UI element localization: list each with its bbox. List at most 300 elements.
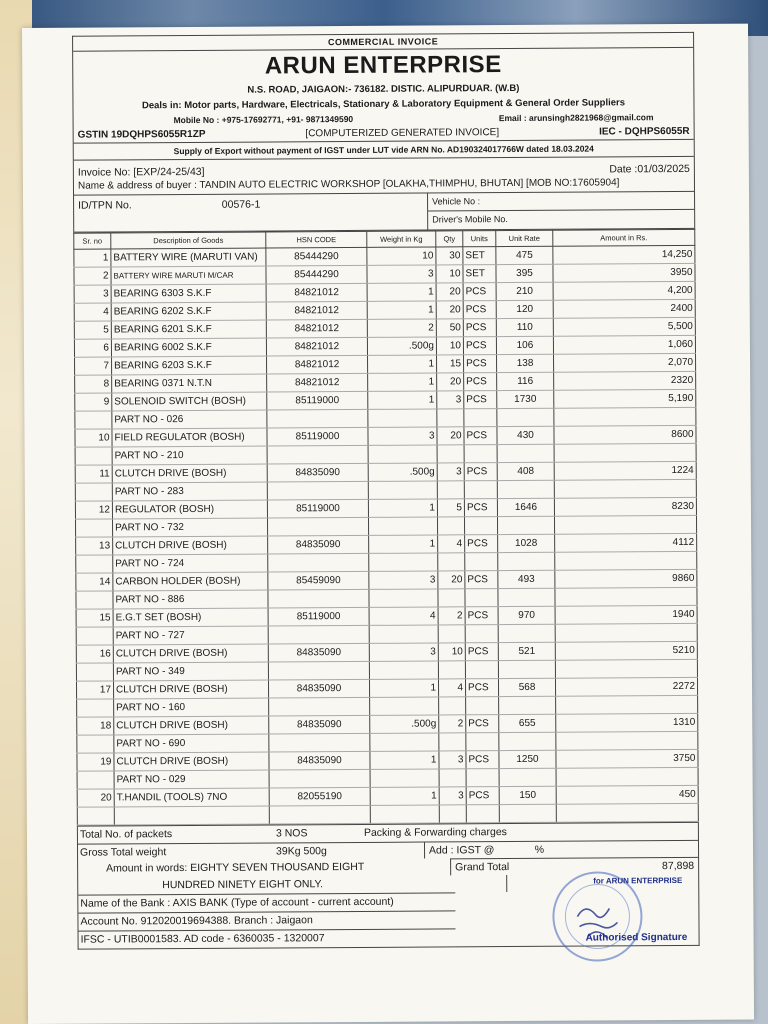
cell-desc: SOLENOID SWITCH (BOSH) xyxy=(112,392,267,411)
cell-sr: 3 xyxy=(74,285,111,303)
cell-wt xyxy=(370,697,439,715)
cell-sr xyxy=(76,663,113,681)
cell-unit: SET xyxy=(463,265,496,283)
cell-amt: 2320 xyxy=(554,371,696,390)
cell-amt: 8600 xyxy=(554,425,696,444)
cell-rate xyxy=(497,516,554,534)
cell-sr xyxy=(75,483,112,501)
cell-amt: 2400 xyxy=(553,299,695,318)
cell-unit: SET xyxy=(463,247,496,265)
cell-desc: CLUTCH DRIVE (BOSH) xyxy=(113,536,268,555)
cell-sr xyxy=(75,411,112,429)
cell-desc: BEARING 6203 S.K.F xyxy=(112,356,267,375)
cell-unit xyxy=(465,589,498,607)
cell-wt: .500g xyxy=(370,715,439,733)
cell-desc: E.G.T SET (BOSH) xyxy=(113,608,268,627)
cell-sr: 1 xyxy=(74,249,111,267)
cell-hsn: 85119000 xyxy=(268,607,369,626)
id-tpn xyxy=(74,194,427,232)
cell-hsn xyxy=(268,625,369,644)
cell-unit xyxy=(465,625,498,643)
cell-wt: 10 xyxy=(367,247,436,265)
cell-unit: PCS xyxy=(465,607,498,625)
cell-hsn xyxy=(267,409,368,428)
grand-total-label: Grand Total xyxy=(455,861,510,874)
cell-amt xyxy=(555,659,697,678)
cell-hsn: 85119000 xyxy=(267,427,368,446)
cell-desc: T.HANDIL (TOOLS) 7NO xyxy=(114,788,269,807)
cell-amt: 5,500 xyxy=(553,317,695,336)
cell-rate: 138 xyxy=(497,354,554,372)
cell-rate xyxy=(499,768,556,786)
cell-unit: PCS xyxy=(464,355,497,373)
cell-hsn xyxy=(268,589,369,608)
col-header: Weight in Kg xyxy=(367,231,436,247)
cell-hsn: 84835090 xyxy=(268,679,369,698)
cell-rate: 120 xyxy=(496,300,553,318)
cell-qty xyxy=(439,697,466,715)
cell-wt xyxy=(369,589,438,607)
cell-unit: PCS xyxy=(463,319,496,337)
cell-qty: 20 xyxy=(436,301,463,319)
cell-rate: 1730 xyxy=(497,390,554,408)
cell-qty: 20 xyxy=(437,373,464,391)
cell-unit: PCS xyxy=(464,427,497,445)
cell-sr xyxy=(76,555,113,573)
cell-sr: 9 xyxy=(75,393,112,411)
cell-qty xyxy=(439,805,466,823)
cell-hsn: 85119000 xyxy=(267,499,368,518)
cell-amt xyxy=(555,587,697,606)
cell-wt: 1 xyxy=(367,283,436,301)
cell-wt: 1 xyxy=(368,391,437,409)
cell-hsn xyxy=(268,553,369,572)
cell-rate: 1646 xyxy=(497,498,554,516)
vehicle-no: Vehicle No : xyxy=(428,192,694,212)
packets-label: Total No. of packets xyxy=(79,828,173,841)
cell-desc: PART NO - 727 xyxy=(113,626,268,645)
cell-unit: PCS xyxy=(463,301,496,319)
cell-wt: .500g xyxy=(367,337,436,355)
cell-desc: BATTERY WIRE (MARUTI VAN) xyxy=(111,248,266,267)
cell-hsn xyxy=(267,517,368,536)
cell-sr: 15 xyxy=(76,609,113,627)
col-header: HSN CODE xyxy=(266,231,367,248)
id-tpn-label: ID/TPN No. xyxy=(78,199,132,212)
cell-wt: 1 xyxy=(370,787,439,805)
cell-amt xyxy=(556,731,698,750)
gross-label: Gross Total weight xyxy=(80,846,167,859)
document-type: COMMERCIAL INVOICE xyxy=(73,33,693,52)
cell-rate xyxy=(499,732,556,750)
cell-amt xyxy=(556,803,698,822)
cell-qty xyxy=(437,481,464,499)
cell-desc: PART NO - 283 xyxy=(112,482,267,501)
account-number: Account No. 912020019694388. Branch : Jaigaon xyxy=(78,910,455,930)
cell-unit: PCS xyxy=(465,535,498,553)
cell-hsn: 84821012 xyxy=(266,283,367,302)
cell-rate: 408 xyxy=(497,462,554,480)
cell-rate: 521 xyxy=(498,642,555,660)
cell-rate xyxy=(498,660,555,678)
cell-hsn: 84821012 xyxy=(267,355,368,374)
cell-amt: 2272 xyxy=(555,677,697,696)
cell-desc: BEARING 6303 S.K.F xyxy=(111,284,266,303)
cell-sr: 19 xyxy=(77,753,114,771)
cell-sr: 20 xyxy=(77,789,114,807)
cell-hsn: 85459090 xyxy=(268,571,369,590)
cell-rate: 1250 xyxy=(499,750,556,768)
cell-unit: PCS xyxy=(465,643,498,661)
cell-rate xyxy=(498,552,555,570)
cell-desc: REGULATOR (BOSH) xyxy=(112,500,267,519)
invoice-number: Invoice No: [EXP/24-25/43] xyxy=(77,165,205,179)
cell-amt: 1,060 xyxy=(553,335,695,354)
ifsc-code: IFSC - UTIB0001583. AD code - 6360035 - 1320007 xyxy=(79,928,456,948)
cell-desc: CLUTCH DRIVE (BOSH) xyxy=(114,716,269,735)
cell-amt: 3950 xyxy=(553,263,695,282)
cell-rate: 110 xyxy=(496,318,553,336)
cell-wt: 3 xyxy=(368,427,437,445)
cell-qty: 3 xyxy=(437,391,464,409)
cell-wt: 1 xyxy=(368,355,437,373)
iec-code: IEC - DQHPS6055R xyxy=(599,125,690,138)
cell-rate: 116 xyxy=(497,372,554,390)
cell-hsn: 84821012 xyxy=(266,337,367,356)
cell-rate xyxy=(497,444,554,462)
cell-desc: FIELD REGULATOR (BOSH) xyxy=(112,428,267,447)
cell-wt: 1 xyxy=(368,499,437,517)
col-header: Unit Rate xyxy=(496,230,553,246)
cell-unit xyxy=(466,733,499,751)
cell-desc: PART NO - 732 xyxy=(113,518,268,537)
cell-amt xyxy=(555,623,697,642)
cell-unit: PCS xyxy=(466,751,499,769)
cell-sr: 12 xyxy=(75,501,112,519)
cell-desc: PART NO - 724 xyxy=(113,554,268,573)
cell-hsn xyxy=(267,481,368,500)
cell-desc: BATTERY WIRE MARUTI M/CAR xyxy=(111,266,266,285)
cell-unit xyxy=(466,697,499,715)
cell-unit: PCS xyxy=(466,787,499,805)
cell-sr: 8 xyxy=(75,375,112,393)
cell-amt: 1310 xyxy=(556,713,698,732)
cell-sr: 5 xyxy=(74,321,111,339)
cell-qty: 2 xyxy=(438,607,465,625)
cell-rate xyxy=(497,480,554,498)
supply-note: Supply of Export without payment of IGST under LUT vide ARN No. AD190324017766W dated 18.03.2024 xyxy=(74,140,694,161)
cell-hsn: 84821012 xyxy=(267,373,368,392)
cell-hsn: 84821012 xyxy=(266,319,367,338)
cell-hsn: 84835090 xyxy=(269,715,370,734)
invoice-date: Date :01/03/2025 xyxy=(609,162,690,176)
cell-sr: 16 xyxy=(76,645,113,663)
vehicle-box xyxy=(427,192,694,230)
cell-hsn xyxy=(269,805,370,824)
cell-qty xyxy=(437,409,464,427)
cell-hsn xyxy=(267,445,368,464)
cell-qty xyxy=(439,769,466,787)
cell-amt: 1940 xyxy=(555,605,697,624)
cell-desc: CLUTCH DRIVE (BOSH) xyxy=(114,752,269,771)
cell-sr: 18 xyxy=(77,717,114,735)
amount-words-2: HUNDRED NINETY EIGHT ONLY. xyxy=(162,878,324,892)
cell-hsn: 82055190 xyxy=(269,787,370,806)
cell-sr xyxy=(76,627,113,645)
cell-hsn xyxy=(268,661,369,680)
cell-qty xyxy=(438,553,465,571)
items-table xyxy=(73,229,699,826)
cell-wt xyxy=(368,445,437,463)
cell-sr xyxy=(77,699,114,717)
cell-qty xyxy=(437,445,464,463)
cell-unit: PCS xyxy=(463,337,496,355)
cell-amt: 9860 xyxy=(555,569,697,588)
cell-sr: 4 xyxy=(74,303,111,321)
cell-sr xyxy=(75,447,112,465)
cell-qty xyxy=(438,661,465,679)
col-header: Qty xyxy=(436,231,463,247)
cell-amt xyxy=(554,479,696,498)
cell-qty: 5 xyxy=(437,499,464,517)
cell-wt xyxy=(368,517,437,535)
cell-wt: 3 xyxy=(369,643,438,661)
cell-rate xyxy=(498,588,555,606)
cell-wt xyxy=(370,805,439,823)
cell-sr: 17 xyxy=(76,681,113,699)
invoice-header xyxy=(72,32,695,233)
cell-unit: PCS xyxy=(463,283,496,301)
cell-unit: PCS xyxy=(464,391,497,409)
cell-rate: 430 xyxy=(497,426,554,444)
cell-wt xyxy=(369,661,438,679)
cell-amt xyxy=(554,443,696,462)
cell-hsn xyxy=(269,697,370,716)
authorised-signature: Authorised Signature xyxy=(585,931,688,944)
cell-rate xyxy=(499,696,556,714)
cell-wt: .500g xyxy=(368,463,437,481)
cell-sr xyxy=(76,519,113,537)
company-deals: Deals in: Motor parts, Hardware, Electricals, Stationary & Laboratory Equipment & General Order Suppliers xyxy=(141,97,626,112)
gross-cell xyxy=(78,842,424,861)
cell-unit: PCS xyxy=(465,571,498,589)
cell-hsn: 84821012 xyxy=(266,301,367,320)
cell-wt xyxy=(370,733,439,751)
cell-sr: 13 xyxy=(76,537,113,555)
cell-rate: 1028 xyxy=(498,534,555,552)
id-row xyxy=(74,192,694,233)
cell-wt: 1 xyxy=(367,301,436,319)
cell-desc: BEARING 6002 S.K.F xyxy=(111,338,266,357)
cell-wt: 4 xyxy=(369,607,438,625)
cell-qty: 50 xyxy=(436,319,463,337)
cell-desc: PART NO - 886 xyxy=(113,590,268,609)
cell-amt xyxy=(554,515,696,534)
cell-sr: 14 xyxy=(76,573,113,591)
packing-cell xyxy=(363,823,698,842)
gstin: GSTIN 19DQHPS6055R1ZP xyxy=(77,128,206,141)
cell-sr: 10 xyxy=(75,429,112,447)
cell-rate xyxy=(498,624,555,642)
cell-desc: PART NO - 349 xyxy=(113,662,268,681)
cell-unit: PCS xyxy=(464,463,497,481)
packing-label: Packing & Forwarding charges xyxy=(363,826,507,839)
cell-qty: 15 xyxy=(437,355,464,373)
cell-unit: PCS xyxy=(466,715,499,733)
cell-qty: 3 xyxy=(437,463,464,481)
cell-amt xyxy=(556,695,698,714)
cell-rate: 395 xyxy=(496,264,553,282)
cell-wt xyxy=(368,409,437,427)
col-header: Sr. no xyxy=(74,233,111,249)
cell-hsn: 85444290 xyxy=(266,265,367,284)
company-address: N.S. ROAD, JAIGAON:- 736182. DISTIC. ALIPURDUAR. (W.B) xyxy=(247,82,520,96)
grand-total-value: 87,898 xyxy=(661,859,695,873)
invoice-sheet xyxy=(72,32,700,950)
cell-wt: 1 xyxy=(370,751,439,769)
cell-qty: 10 xyxy=(436,337,463,355)
table-body xyxy=(74,245,699,825)
igst-cell xyxy=(424,840,698,859)
cell-desc: PART NO - 210 xyxy=(112,446,267,465)
mobile-numbers: Mobile No : +975-17692771, +91- 9871349590 xyxy=(173,113,354,126)
cell-sr xyxy=(77,807,114,825)
cell-desc: BEARING 0371 N.T.N xyxy=(112,374,267,393)
cell-amt xyxy=(556,767,698,786)
cell-amt: 4,200 xyxy=(553,281,695,300)
cell-qty: 3 xyxy=(439,787,466,805)
col-header: Units xyxy=(463,231,496,247)
cell-wt: 3 xyxy=(369,571,438,589)
cell-desc: BEARING 6202 S.K.F xyxy=(111,302,266,321)
cell-desc xyxy=(114,806,269,825)
cell-qty: 2 xyxy=(439,715,466,733)
cell-amt: 2,070 xyxy=(554,353,696,372)
cell-qty: 30 xyxy=(436,247,463,265)
bank-name: Name of the Bank : AXIS BANK (Type of account - current account) xyxy=(78,892,455,912)
cell-rate xyxy=(499,804,556,822)
cell-qty: 4 xyxy=(438,679,465,697)
cell-rate: 106 xyxy=(496,336,553,354)
cell-hsn: 85444290 xyxy=(266,247,367,266)
invoice-paper xyxy=(22,24,754,1024)
cell-wt: 2 xyxy=(367,319,436,337)
gross-value: 39Kg 500g xyxy=(275,845,327,858)
igst-percent: % xyxy=(534,843,545,856)
cell-qty xyxy=(437,517,464,535)
cell-desc: BEARING 6201 S.K.F xyxy=(111,320,266,339)
cell-amt: 14,250 xyxy=(553,245,695,264)
cell-unit xyxy=(465,661,498,679)
cell-hsn: 84835090 xyxy=(268,535,369,554)
cell-desc: PART NO - 026 xyxy=(112,410,267,429)
cell-amt xyxy=(554,407,696,426)
cell-wt: 1 xyxy=(368,373,437,391)
igst-label: Add : IGST @ xyxy=(428,844,495,857)
cell-rate xyxy=(497,408,554,426)
cell-wt: 1 xyxy=(369,535,438,553)
cell-rate: 210 xyxy=(496,282,553,300)
cell-amt: 1224 xyxy=(554,461,696,480)
cell-desc: CARBON HOLDER (BOSH) xyxy=(113,572,268,591)
cell-rate: 493 xyxy=(498,570,555,588)
cell-amt: 5210 xyxy=(555,641,697,660)
cell-qty: 10 xyxy=(436,265,463,283)
cell-unit: PCS xyxy=(464,499,497,517)
cell-hsn: 84835090 xyxy=(267,463,368,482)
cell-unit xyxy=(464,517,497,535)
cell-amt xyxy=(555,551,697,570)
cell-unit xyxy=(464,445,497,463)
amount-words-1: Amount in words: EIGHTY SEVEN THOUSAND EIGHT xyxy=(106,860,365,875)
cell-qty: 4 xyxy=(438,535,465,553)
cell-desc: PART NO - 690 xyxy=(114,734,269,753)
cell-rate: 568 xyxy=(498,678,555,696)
id-tpn-value: 00576-1 xyxy=(221,198,261,211)
cell-desc: PART NO - 160 xyxy=(114,698,269,717)
company-name: ARUN ENTERPRISE xyxy=(264,51,502,80)
cell-amt: 3750 xyxy=(556,749,698,768)
cell-unit: PCS xyxy=(465,679,498,697)
cell-hsn xyxy=(269,769,370,788)
cell-qty: 20 xyxy=(437,427,464,445)
cell-unit xyxy=(464,409,497,427)
cell-hsn: 85119000 xyxy=(267,391,368,410)
cell-amt: 8230 xyxy=(554,497,696,516)
cell-wt: 3 xyxy=(367,265,436,283)
cell-rate: 655 xyxy=(499,714,556,732)
cell-unit: PCS xyxy=(464,373,497,391)
cell-wt: 1 xyxy=(369,679,438,697)
cell-wt xyxy=(369,553,438,571)
cell-rate: 970 xyxy=(498,606,555,624)
cell-rate: 150 xyxy=(499,786,556,804)
cell-desc: CLUTCH DRIVE (BOSH) xyxy=(112,464,267,483)
cell-rate: 475 xyxy=(496,246,553,264)
computerized-note: [COMPUTERIZED GENERATED INVOICE] xyxy=(305,127,500,140)
cell-hsn: 84835090 xyxy=(269,751,370,770)
cell-sr: 2 xyxy=(74,267,111,285)
cell-desc: CLUTCH DRIVE (BOSH) xyxy=(113,644,268,663)
cell-qty: 3 xyxy=(439,751,466,769)
cell-desc: PART NO - 029 xyxy=(114,770,269,789)
col-header: Description of Goods xyxy=(111,232,266,249)
cell-hsn: 84835090 xyxy=(268,643,369,662)
cell-qty: 20 xyxy=(438,571,465,589)
driver-mobile: Driver's Mobile No. xyxy=(432,214,508,225)
cell-wt xyxy=(368,481,437,499)
cell-unit xyxy=(465,553,498,571)
cell-sr: 7 xyxy=(75,357,112,375)
cell-amt: 5,190 xyxy=(554,389,696,408)
cell-qty xyxy=(438,589,465,607)
cell-unit xyxy=(464,481,497,499)
col-header: Amount in Rs. xyxy=(553,229,695,246)
stamp-company: for ARUN ENTERPRISE xyxy=(593,875,683,886)
cell-desc: CLUTCH DRIVE (BOSH) xyxy=(113,680,268,699)
cell-amt: 4112 xyxy=(555,533,697,552)
cell-qty: 10 xyxy=(438,643,465,661)
email-address: Email : arunsingh2821968@gmail.com xyxy=(498,112,654,124)
cell-sr xyxy=(77,735,114,753)
cell-unit xyxy=(466,769,499,787)
packets-value: 3 NOS xyxy=(275,827,308,840)
cell-sr xyxy=(77,771,114,789)
cell-amt: 450 xyxy=(556,785,698,804)
cell-sr: 11 xyxy=(75,465,112,483)
cell-qty: 20 xyxy=(436,283,463,301)
cell-qty xyxy=(439,733,466,751)
